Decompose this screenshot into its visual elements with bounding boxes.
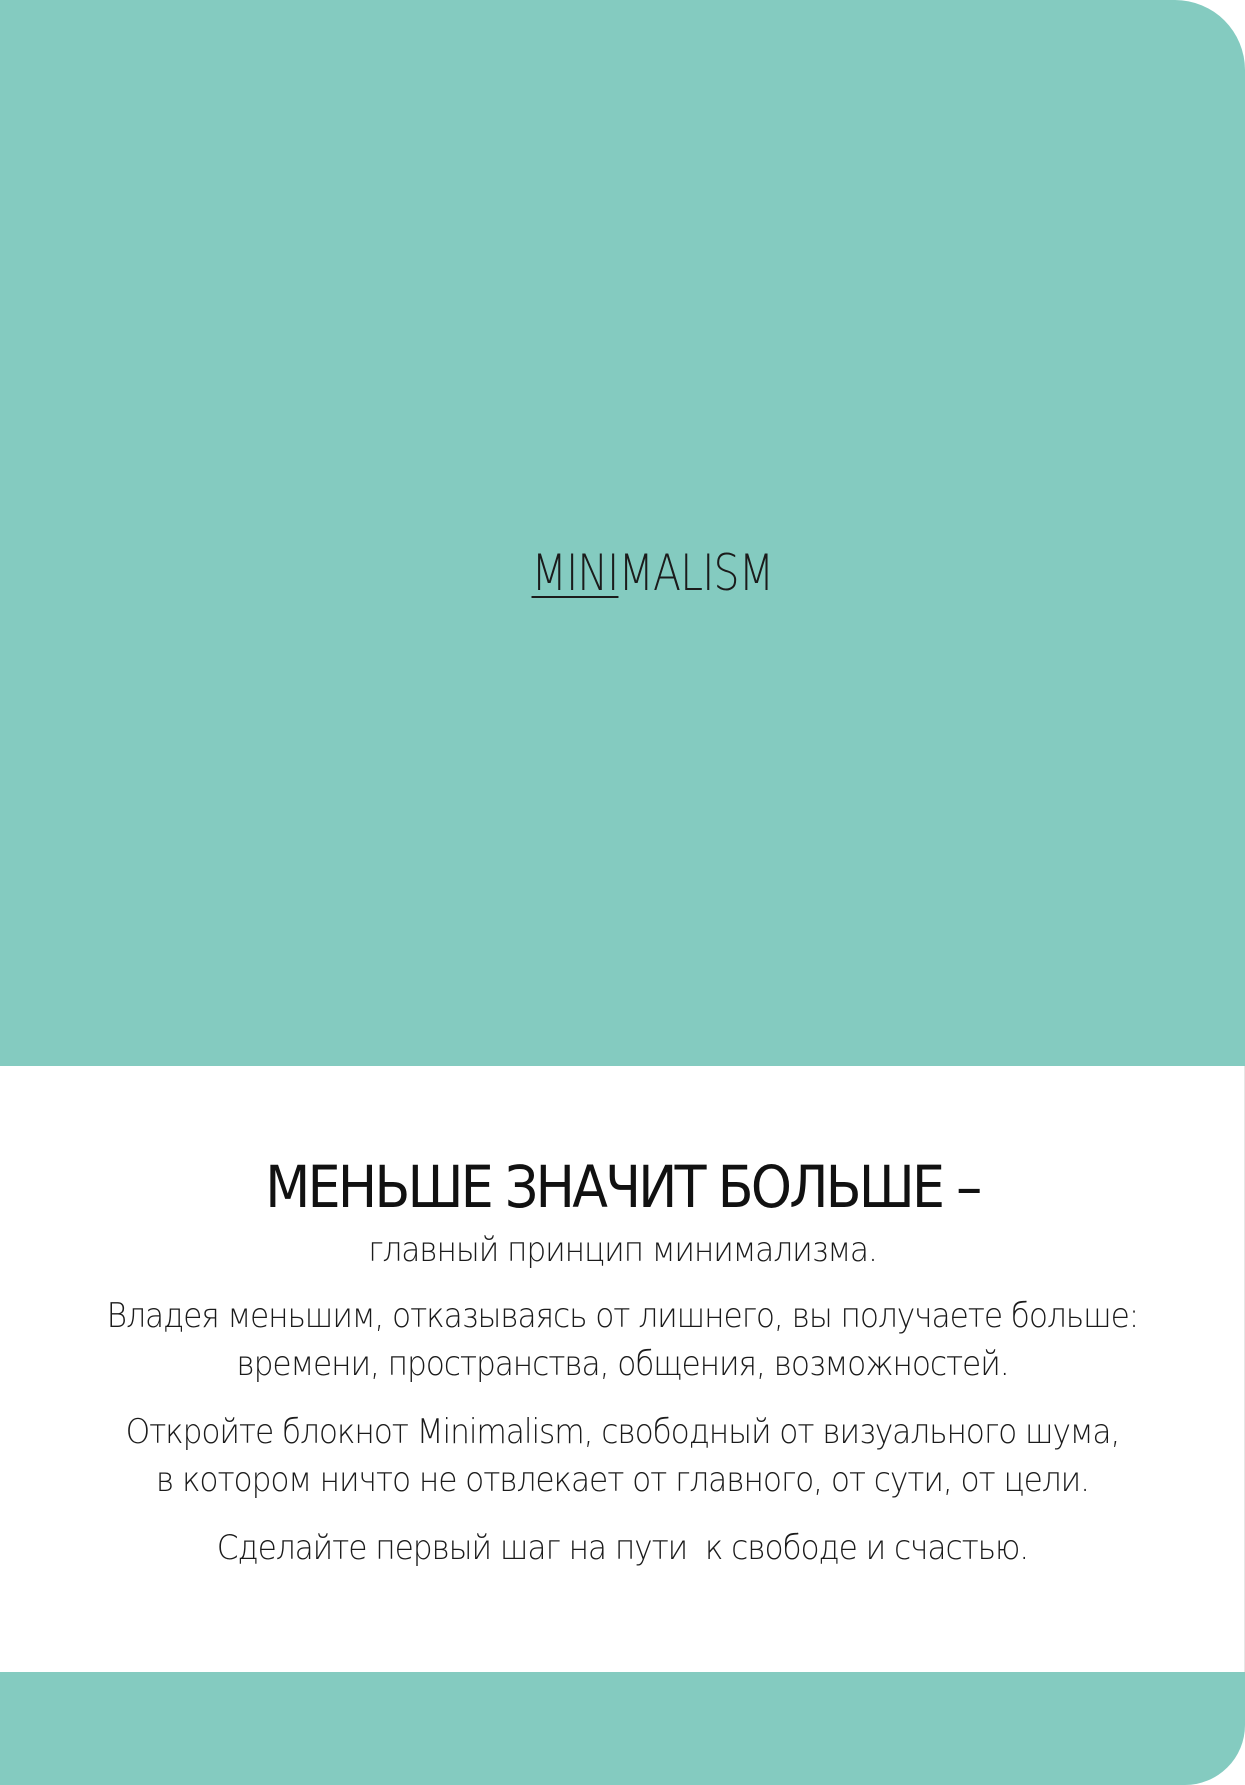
paragraph-2-line-2: в котором ничто не отвлекает от главного, от сути, от цели. (155, 1460, 1090, 1500)
description-panel (0, 1066, 1245, 1672)
brand-underlined-part: MINI (531, 544, 619, 602)
cover-bottom-strip (0, 1672, 1245, 1785)
headline: МЕНЬШЕ ЗНАЧИТ БОЛЬШЕ – (265, 1153, 980, 1221)
brand-logo (117, 540, 1187, 606)
paragraph-2-line-1: Откройте блокнот Minimalism, свободный от визуального шума, (125, 1412, 1120, 1452)
paragraph-1-line-1: Владея меньшим, отказываясь от лишнего, вы получаете больше: (106, 1296, 1139, 1336)
paragraph-2 (50, 1408, 1195, 1504)
subtitle: главный принцип минимализма. (368, 1230, 877, 1270)
paragraph-3-line-1: Сделайте первый шаг на пути к свободе и счастью. (216, 1528, 1029, 1568)
paragraph-3 (50, 1524, 1195, 1572)
paragraph-1 (50, 1292, 1195, 1388)
paragraph-1-line-2: времени, пространства, общения, возможностей. (236, 1344, 1009, 1384)
brand-rest: MALISM (618, 544, 774, 602)
